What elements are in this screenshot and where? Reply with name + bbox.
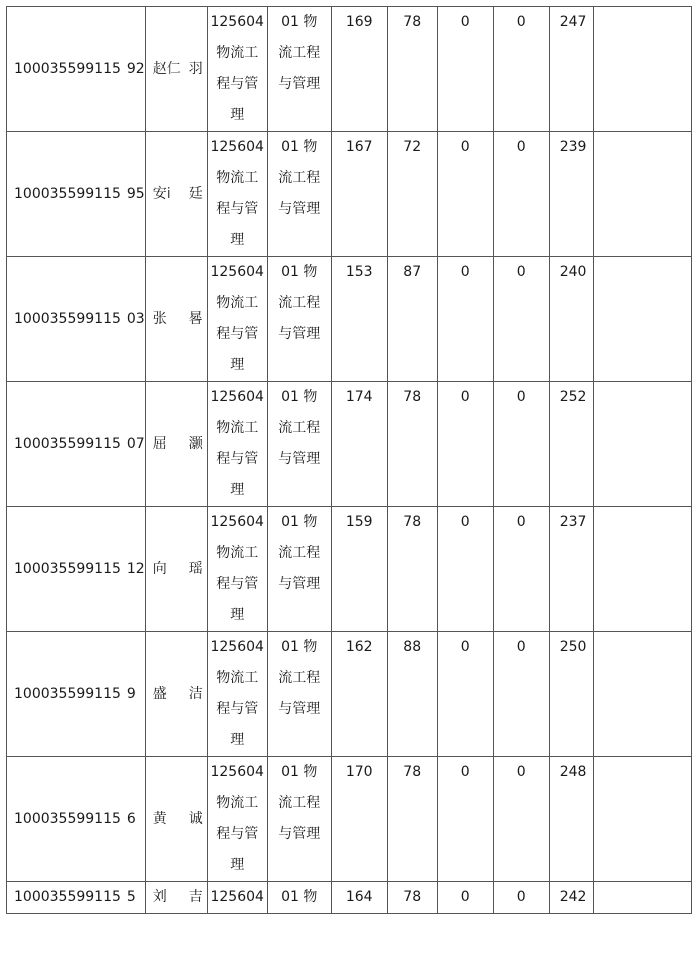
- name-cell: [145, 882, 207, 914]
- exam-id: 100035599115: [14, 60, 121, 77]
- major-code: 125604: [210, 264, 264, 280]
- major-code-cell: [207, 382, 267, 507]
- major-name-line: 物流工: [216, 795, 259, 811]
- direction-line: 与管理: [278, 76, 321, 92]
- english-score-cell: [387, 757, 437, 882]
- politics-score: 169: [345, 14, 373, 30]
- table-row: [7, 382, 692, 507]
- exam-id-suffix: 03: [126, 310, 145, 327]
- total-score-cell: [549, 632, 593, 757]
- politics-score-cell: [331, 757, 387, 882]
- exam-id-cell: [7, 882, 146, 914]
- exam-id-suffix: 95: [126, 185, 145, 202]
- exam-id-cell: [7, 507, 146, 632]
- subject1-score: 0: [460, 389, 470, 405]
- subject2-score: 0: [516, 14, 526, 30]
- exam-id-cell: [7, 132, 146, 257]
- name-mid: 仁: [166, 60, 181, 77]
- politics-score: 174: [345, 389, 373, 405]
- politics-score: 162: [345, 639, 373, 655]
- total-score: 247: [559, 14, 587, 30]
- remark-cell: [593, 382, 691, 507]
- major-code-cell: [207, 257, 267, 382]
- english-score-cell: [387, 132, 437, 257]
- major-name-line: 理: [230, 607, 245, 623]
- table-row: [7, 757, 692, 882]
- major-name-line: 程与管: [216, 326, 259, 342]
- english-score: 78: [403, 889, 422, 905]
- major-name-line: 程与管: [216, 701, 259, 717]
- politics-score: 159: [345, 514, 373, 530]
- english-score: 72: [403, 139, 422, 155]
- major-code-cell: [207, 757, 267, 882]
- name-cell: [145, 507, 207, 632]
- direction-line: 01 物: [281, 14, 318, 30]
- subject2-score: 0: [516, 639, 526, 655]
- subject1-score-cell: [437, 507, 493, 632]
- exam-id-suffix: 12: [126, 560, 145, 577]
- name-mid: [167, 554, 189, 585]
- subject1-score: 0: [460, 764, 470, 780]
- direction-line: 与管理: [278, 201, 321, 217]
- subject2-score-cell: [493, 257, 549, 382]
- subject1-score: 0: [460, 889, 470, 905]
- table-row: [7, 507, 692, 632]
- politics-score: 167: [345, 139, 373, 155]
- remark-cell: [593, 507, 691, 632]
- total-score: 252: [559, 389, 587, 405]
- subject2-score-cell: [493, 882, 549, 914]
- direction-line: 01 物: [281, 389, 318, 405]
- exam-id-suffix: 07: [126, 435, 145, 452]
- major-name-line: 理: [230, 732, 245, 748]
- name-last: 洁: [188, 685, 203, 702]
- subject1-score-cell: [437, 757, 493, 882]
- exam-id-cell: [7, 632, 146, 757]
- politics-score-cell: [331, 7, 387, 132]
- total-score-cell: [549, 382, 593, 507]
- major-name-line: 物流工: [216, 545, 259, 561]
- english-score: 78: [403, 389, 422, 405]
- subject2-score: 0: [516, 514, 526, 530]
- remark-cell: [593, 632, 691, 757]
- direction-line: 流工程: [278, 670, 321, 686]
- direction-cell: [267, 632, 331, 757]
- exam-id-suffix: 5: [126, 889, 136, 905]
- subject1-score-cell: [437, 7, 493, 132]
- subject1-score-cell: [437, 882, 493, 914]
- total-score: 237: [559, 514, 587, 530]
- direction-line: 流工程: [278, 795, 321, 811]
- major-name-line: 程与管: [216, 76, 259, 92]
- exam-id: 100035599115: [14, 685, 121, 702]
- major-code-cell: [207, 882, 267, 914]
- major-name-line: 理: [230, 857, 245, 873]
- name-mid: [167, 429, 189, 460]
- subject2-score: 0: [516, 139, 526, 155]
- total-score-cell: [549, 882, 593, 914]
- name-mid: [167, 679, 189, 710]
- name-first: 盛: [152, 685, 167, 702]
- major-name-line: 理: [230, 232, 245, 248]
- major-name-line: 物流工: [216, 170, 259, 186]
- exam-id-cell: [7, 7, 146, 132]
- table-row: [7, 632, 692, 757]
- subject1-score: 0: [460, 139, 470, 155]
- subject1-score: 0: [460, 14, 470, 30]
- major-code: 125604: [210, 639, 264, 655]
- subject2-score: 0: [516, 889, 526, 905]
- total-score-cell: [549, 507, 593, 632]
- direction-line: 01 物: [281, 639, 318, 655]
- remark-cell: [593, 7, 691, 132]
- direction-cell: [267, 257, 331, 382]
- score-table: [6, 6, 692, 914]
- direction-line: 流工程: [278, 45, 321, 61]
- direction-line: 01 物: [281, 264, 318, 280]
- major-code: 125604: [210, 389, 264, 405]
- table-body: [7, 7, 692, 914]
- name-last: 灏: [188, 435, 203, 452]
- subject1-score: 0: [460, 264, 470, 280]
- subject2-score-cell: [493, 7, 549, 132]
- politics-score: 170: [345, 764, 373, 780]
- name-first: 黄: [152, 810, 167, 827]
- subject2-score-cell: [493, 757, 549, 882]
- total-score-cell: [549, 757, 593, 882]
- exam-id-suffix: 92: [126, 60, 145, 77]
- subject2-score-cell: [493, 632, 549, 757]
- direction-line: 与管理: [278, 576, 321, 592]
- direction-line: 流工程: [278, 295, 321, 311]
- subject2-score-cell: [493, 132, 549, 257]
- english-score-cell: [387, 632, 437, 757]
- direction-line: 01 物: [281, 139, 318, 155]
- remark-cell: [593, 757, 691, 882]
- name-cell: [145, 382, 207, 507]
- english-score-cell: [387, 507, 437, 632]
- total-score-cell: [549, 132, 593, 257]
- politics-score-cell: [331, 382, 387, 507]
- subject1-score: 0: [460, 514, 470, 530]
- name-mid: i: [166, 185, 171, 202]
- name-mid: [167, 304, 189, 335]
- direction-line: 01 物: [281, 889, 318, 905]
- subject1-score-cell: [437, 632, 493, 757]
- direction-line: 01 物: [281, 764, 318, 780]
- subject2-score-cell: [493, 507, 549, 632]
- table-row: [7, 257, 692, 382]
- exam-id-cell: [7, 757, 146, 882]
- politics-score-cell: [331, 882, 387, 914]
- english-score-cell: [387, 7, 437, 132]
- politics-score-cell: [331, 132, 387, 257]
- english-score: 88: [403, 639, 422, 655]
- direction-cell: [267, 382, 331, 507]
- total-score: 242: [559, 889, 587, 905]
- name-cell: [145, 132, 207, 257]
- major-name-line: 程与管: [216, 826, 259, 842]
- direction-line: 流工程: [278, 545, 321, 561]
- major-code-cell: [207, 507, 267, 632]
- table-row: [7, 882, 692, 914]
- major-name-line: 理: [230, 107, 245, 123]
- major-code-cell: [207, 7, 267, 132]
- name-first: 张: [152, 310, 167, 327]
- politics-score-cell: [331, 632, 387, 757]
- politics-score: 153: [345, 264, 373, 280]
- exam-id: 100035599115: [14, 435, 121, 452]
- name-cell: [145, 257, 207, 382]
- direction-cell: [267, 882, 331, 914]
- exam-id-cell: [7, 257, 146, 382]
- direction-cell: [267, 757, 331, 882]
- name-first: 屈: [152, 435, 167, 452]
- major-name-line: 程与管: [216, 451, 259, 467]
- name-last: 诚: [188, 810, 203, 827]
- subject1-score: 0: [460, 639, 470, 655]
- total-score-cell: [549, 257, 593, 382]
- direction-cell: [267, 132, 331, 257]
- direction-cell: [267, 7, 331, 132]
- table-row: [7, 132, 692, 257]
- remark-cell: [593, 132, 691, 257]
- name-last: 瑶: [188, 560, 203, 577]
- total-score: 250: [559, 639, 587, 655]
- politics-score: 164: [345, 889, 373, 905]
- direction-line: 流工程: [278, 170, 321, 186]
- english-score: 78: [403, 764, 422, 780]
- major-name-line: 物流工: [216, 670, 259, 686]
- direction-line: 与管理: [278, 826, 321, 842]
- total-score: 248: [559, 764, 587, 780]
- politics-score-cell: [331, 257, 387, 382]
- major-code-cell: [207, 632, 267, 757]
- major-name-line: 理: [230, 357, 245, 373]
- subject1-score-cell: [437, 382, 493, 507]
- name-cell: [145, 7, 207, 132]
- name-last: 晷: [188, 310, 203, 327]
- major-name-line: 物流工: [216, 295, 259, 311]
- english-score-cell: [387, 257, 437, 382]
- major-name-line: 物流工: [216, 420, 259, 436]
- direction-line: 与管理: [278, 701, 321, 717]
- direction-line: 与管理: [278, 451, 321, 467]
- major-name-line: 理: [230, 482, 245, 498]
- english-score-cell: [387, 382, 437, 507]
- table-row: [7, 7, 692, 132]
- name-first: 刘: [152, 889, 167, 905]
- remark-cell: [593, 882, 691, 914]
- subject2-score: 0: [516, 389, 526, 405]
- direction-cell: [267, 507, 331, 632]
- exam-id: 100035599115: [14, 310, 121, 327]
- major-code: 125604: [210, 139, 264, 155]
- exam-id-cell: [7, 382, 146, 507]
- exam-id: 100035599115: [14, 810, 121, 827]
- name-first: 赵: [152, 60, 167, 77]
- major-code: 125604: [210, 514, 264, 530]
- english-score: 78: [403, 514, 422, 530]
- name-last: 羽: [188, 60, 203, 77]
- total-score: 239: [559, 139, 587, 155]
- name-first: 向: [152, 560, 167, 577]
- total-score-cell: [549, 7, 593, 132]
- subject1-score-cell: [437, 257, 493, 382]
- major-code: 125604: [210, 764, 264, 780]
- english-score: 78: [403, 14, 422, 30]
- exam-id: 100035599115: [14, 185, 121, 202]
- exam-id-suffix: 6: [126, 810, 136, 827]
- remark-cell: [593, 257, 691, 382]
- major-name-line: 物流工: [216, 45, 259, 61]
- subject2-score: 0: [516, 264, 526, 280]
- exam-id: 100035599115: [14, 560, 121, 577]
- name-cell: [145, 632, 207, 757]
- name-last: 廷: [188, 185, 203, 202]
- subject1-score-cell: [437, 132, 493, 257]
- direction-line: 与管理: [278, 326, 321, 342]
- name-mid: [167, 882, 189, 913]
- subject2-score: 0: [516, 764, 526, 780]
- exam-id: 100035599115: [14, 889, 121, 905]
- english-score: 87: [403, 264, 422, 280]
- direction-line: 流工程: [278, 420, 321, 436]
- english-score-cell: [387, 882, 437, 914]
- name-last: 吉: [188, 889, 203, 905]
- subject2-score-cell: [493, 382, 549, 507]
- major-name-line: 程与管: [216, 576, 259, 592]
- major-code: 125604: [210, 889, 264, 905]
- total-score: 240: [559, 264, 587, 280]
- major-code-cell: [207, 132, 267, 257]
- politics-score-cell: [331, 507, 387, 632]
- direction-line: 01 物: [281, 514, 318, 530]
- name-mid: [167, 804, 189, 835]
- name-cell: [145, 757, 207, 882]
- exam-id-suffix: 9: [126, 685, 136, 702]
- name-first: 安: [152, 185, 167, 202]
- major-code: 125604: [210, 14, 264, 30]
- major-name-line: 程与管: [216, 201, 259, 217]
